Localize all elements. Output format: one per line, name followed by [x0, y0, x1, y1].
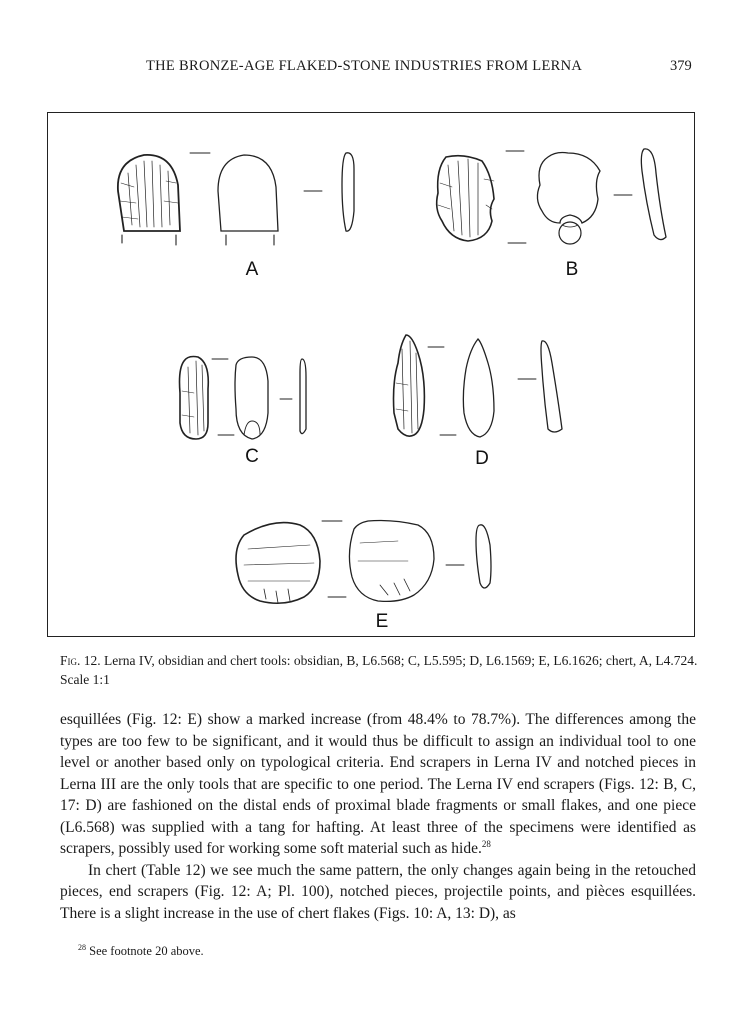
artifact-b-dorsal	[437, 156, 494, 241]
artifact-e-profile	[476, 525, 491, 588]
footnote-28	[78, 944, 204, 959]
figure-12	[47, 112, 695, 637]
caption-tag: Fig. 12.	[60, 653, 101, 668]
running-head	[0, 58, 749, 78]
figure-caption	[60, 651, 700, 689]
artifact-d-dorsal	[394, 335, 425, 436]
artifact-drawings	[48, 113, 696, 638]
footnote-text: See footnote 20 above.	[86, 944, 204, 958]
paragraph-2: In chert (Table 12) we see much the same pattern, the only changes again being in the retouched pieces, end scrapers (Fig. 12: A; Pl. 100), notched pieces, projectile points, and pièces esquillées. There is a slight increase in the use of chert flakes (Figs. 10: A, 13: D), as	[60, 861, 696, 922]
page-number: 379	[670, 58, 692, 74]
artifact-c-ventral	[235, 357, 268, 439]
artifact-a-profile	[342, 153, 354, 231]
artifact-d-profile	[541, 341, 562, 432]
running-title: THE BRONZE-AGE FLAKED-STONE INDUSTRIES FROM LERNA	[146, 58, 583, 74]
label-d: D	[475, 448, 489, 469]
artifact-b-ventral	[537, 153, 600, 245]
label-e: E	[375, 611, 389, 632]
footnote-ref-28[interactable]: 28	[481, 838, 491, 849]
label-a: A	[245, 259, 259, 280]
body-text	[60, 709, 696, 924]
artifact-b-profile	[641, 149, 666, 240]
artifact-d-ventral	[463, 339, 494, 437]
artifact-a-dorsal	[118, 155, 180, 231]
label-b: B	[565, 259, 579, 280]
caption-text: Lerna IV, obsidian and chert tools: obsidian, B, L6.568; C, L5.595; D, L6.1569; E, L6.1626; chert, A, L4.724. Scale 1:1	[60, 653, 698, 687]
artifact-e-dorsal	[236, 523, 320, 604]
paragraph-1	[60, 709, 696, 860]
artifact-e-ventral	[349, 521, 434, 602]
footnote-number: 28	[78, 942, 86, 952]
artifact-a-ventral	[218, 155, 278, 231]
artifact-c-dorsal	[180, 357, 209, 440]
label-c: C	[245, 446, 259, 467]
paragraph-1-text: esquillées (Fig. 12: E) show a marked increase (from 48.4% to 78.7%). The differences among the types are too few to be significant, and it would thus be difficult to assign an individual tool to one level or another based only on typological criteria. End scrapers in Lerna IV and notched pieces in Lerna III are the only tools that are specific to one period. The Lerna IV end scrapers (Figs. 12: B, C, 17: D) are fashioned on the distal ends of proximal blade fragments or small flakes, and one piece (L6.568) was supplied with a tang for hafting. At least three of the specimens were identified as scrapers, possibly used for working some soft material such as hide.	[60, 711, 696, 857]
artifact-c-profile	[300, 359, 306, 434]
